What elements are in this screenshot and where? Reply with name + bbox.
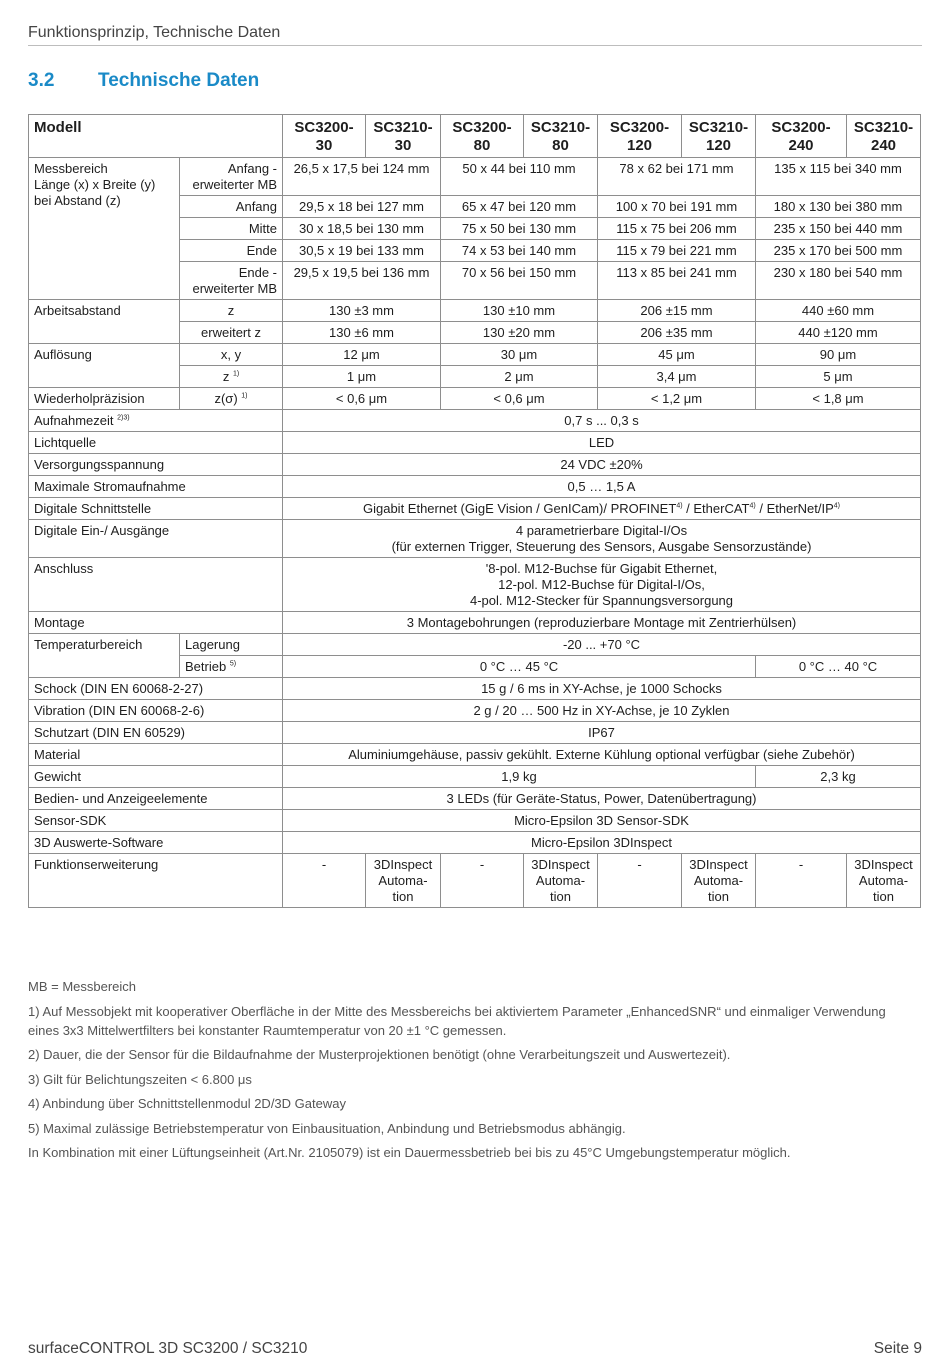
interface-text: / EtherNet/IP bbox=[755, 501, 834, 516]
table-cell: 440 ±120 mm bbox=[756, 322, 921, 344]
table-cell: 30 μm bbox=[441, 344, 598, 366]
row-label-lichtquelle: Lichtquelle bbox=[29, 432, 283, 454]
model-header: SC3200- 30 bbox=[283, 115, 366, 158]
footnote-marker: 1) bbox=[241, 392, 248, 400]
table-row bbox=[29, 810, 921, 832]
table-row bbox=[29, 344, 921, 366]
table-cell: 3DInspect Automa- tion bbox=[682, 854, 756, 908]
table-cell: 235 x 170 bei 500 mm bbox=[756, 240, 921, 262]
table-cell: 130 ±10 mm bbox=[441, 300, 598, 322]
table-cell: 235 x 150 bei 440 mm bbox=[756, 218, 921, 240]
footer-page-number: Seite 9 bbox=[873, 1340, 922, 1357]
table-row bbox=[29, 832, 921, 854]
table-cell: 130 ±6 mm bbox=[283, 322, 441, 344]
header-divider bbox=[28, 45, 922, 46]
table-cell: 100 x 70 bei 191 mm bbox=[598, 196, 756, 218]
table-cell: '8-pol. M12-Buchse für Gigabit Ethernet, 12-pol. M12-Buchse für Digital-I/Os, 4-pol. M12-Stecker für Spannungsversorgung bbox=[283, 558, 921, 612]
model-header: SC3210- 240 bbox=[847, 115, 921, 158]
sublabel-text: Betrieb bbox=[185, 659, 227, 674]
table-row bbox=[29, 766, 921, 788]
footnote: 5) Maximal zulässige Betriebstemperatur von Einbausituation, Anbindung und Betriebsmodus abhängig. bbox=[28, 1120, 626, 1136]
table-cell: 440 ±60 mm bbox=[756, 300, 921, 322]
table-row bbox=[29, 520, 921, 558]
row-sublabel: z bbox=[180, 300, 283, 322]
table-cell: 26,5 x 17,5 bei 124 mm bbox=[283, 158, 441, 196]
table-cell: 206 ±15 mm bbox=[598, 300, 756, 322]
table-cell: 130 ±3 mm bbox=[283, 300, 441, 322]
table-cell: 0,5 … 1,5 A bbox=[283, 476, 921, 498]
table-cell: 15 g / 6 ms in XY-Achse, je 1000 Schocks bbox=[283, 678, 921, 700]
model-header: SC3210- 80 bbox=[524, 115, 598, 158]
table-cell: Aluminiumgehäuse, passiv gekühlt. Externe Kühlung optional verfügbar (siehe Zubehör) bbox=[283, 744, 921, 766]
table-cell: 29,5 x 19,5 bei 136 mm bbox=[283, 262, 441, 300]
footer-product: surfaceCONTROL 3D SC3200 / SC3210 bbox=[28, 1340, 308, 1357]
table-row bbox=[29, 788, 921, 810]
table-cell: 30 x 18,5 bei 130 mm bbox=[283, 218, 441, 240]
table-cell: LED bbox=[283, 432, 921, 454]
table-cell: 206 ±35 mm bbox=[598, 322, 756, 344]
table-cell: 0 °C … 45 °C bbox=[283, 656, 756, 678]
row-label-montage: Montage bbox=[29, 612, 283, 634]
table-cell: - bbox=[756, 854, 847, 908]
table-cell: -20 ... +70 °C bbox=[283, 634, 921, 656]
section-number: 3.2 bbox=[28, 70, 55, 91]
model-header: SC3210- 120 bbox=[682, 115, 756, 158]
sublabel-text: z bbox=[222, 369, 230, 384]
model-header: SC3200- 120 bbox=[598, 115, 682, 158]
table-cell: 230 x 180 bei 540 mm bbox=[756, 262, 921, 300]
table-cell: 113 x 85 bei 241 mm bbox=[598, 262, 756, 300]
table-cell: - bbox=[598, 854, 682, 908]
table-cell bbox=[283, 498, 921, 520]
footnote-marker: 1) bbox=[232, 370, 240, 378]
label-text: Aufnahmezeit bbox=[34, 413, 114, 428]
table-cell: 30,5 x 19 bei 133 mm bbox=[283, 240, 441, 262]
row-label-software: 3D Auswerte-Software bbox=[29, 832, 283, 854]
table-row bbox=[29, 454, 921, 476]
row-label-temperatur: Temperaturbereich bbox=[29, 634, 180, 678]
row-sublabel: x, y bbox=[180, 344, 283, 366]
interface-text: / EtherCAT bbox=[682, 501, 750, 516]
table-cell: 29,5 x 18 bei 127 mm bbox=[283, 196, 441, 218]
table-cell: - bbox=[441, 854, 524, 908]
model-header: SC3210- 30 bbox=[366, 115, 441, 158]
table-row bbox=[29, 854, 921, 908]
footnote: 2) Dauer, die der Sensor für die Bildaufnahme der Musterprojektionen benötigt (ohne Verarbeitungszeit und Auswertezeit). bbox=[28, 1047, 731, 1062]
row-sublabel: Ende - erweiterter MB bbox=[180, 262, 283, 300]
table-cell: 1 μm bbox=[283, 366, 441, 388]
footnote-marker: 4) bbox=[833, 502, 841, 510]
table-cell: 12 μm bbox=[283, 344, 441, 366]
sublabel-text: z(σ) bbox=[214, 391, 238, 406]
row-label-wiederholpraezision: Wiederholpräzision bbox=[29, 388, 180, 410]
row-sublabel: Lagerung bbox=[180, 634, 283, 656]
table-cell: 115 x 79 bei 221 mm bbox=[598, 240, 756, 262]
table-cell: 50 x 44 bei 110 mm bbox=[441, 158, 598, 196]
interface-text: Gigabit Ethernet (GigE Vision / GenICam)/ PROFINET bbox=[362, 501, 677, 516]
table-row-model bbox=[29, 115, 921, 158]
table-row bbox=[29, 432, 921, 454]
table-row bbox=[29, 300, 921, 322]
table-cell: < 0,6 μm bbox=[283, 388, 441, 410]
table-cell: 0 °C … 40 °C bbox=[756, 656, 921, 678]
table-row bbox=[29, 558, 921, 612]
table-cell: 3 Montagebohrungen (reproduzierbare Montage mit Zentrierhülsen) bbox=[283, 612, 921, 634]
table-cell: 70 x 56 bei 150 mm bbox=[441, 262, 598, 300]
footnote: 3) Gilt für Belichtungszeiten < 6.800 μs bbox=[28, 1071, 252, 1087]
table-cell: < 1,8 μm bbox=[756, 388, 921, 410]
model-label: Modell bbox=[29, 115, 283, 158]
row-label-digital-io: Digitale Ein-/ Ausgänge bbox=[29, 520, 283, 558]
row-label-arbeitsabstand: Arbeitsabstand bbox=[29, 300, 180, 344]
row-label-versorgung: Versorgungsspannung bbox=[29, 454, 283, 476]
footnote-marker: 4) bbox=[676, 502, 683, 510]
table-cell: 130 ±20 mm bbox=[441, 322, 598, 344]
footnote-marker: 2)3) bbox=[117, 414, 130, 422]
table-cell: < 1,2 μm bbox=[598, 388, 756, 410]
table-cell: 3DInspect Automa- tion bbox=[366, 854, 441, 908]
row-label-sdk: Sensor-SDK bbox=[29, 810, 283, 832]
table-row bbox=[29, 476, 921, 498]
table-cell: Micro-Epsilon 3DInspect bbox=[283, 832, 921, 854]
row-sublabel: Anfang - erweiterter MB bbox=[180, 158, 283, 196]
table-row bbox=[29, 722, 921, 744]
table-cell: 115 x 75 bei 206 mm bbox=[598, 218, 756, 240]
row-sublabel: Anfang bbox=[180, 196, 283, 218]
table-row bbox=[29, 498, 921, 520]
row-sublabel: erweitert z bbox=[180, 322, 283, 344]
table-cell: 1,9 kg bbox=[283, 766, 756, 788]
footnote: MB = Messbereich bbox=[28, 979, 137, 994]
table-row bbox=[29, 158, 921, 196]
model-header: SC3200- 240 bbox=[756, 115, 847, 158]
row-sublabel: Mitte bbox=[180, 218, 283, 240]
row-label-messbereich: Messbereich Länge (x) x Breite (y) bei Abstand (z) bbox=[29, 158, 180, 300]
table-cell: 3 LEDs (für Geräte-Status, Power, Datenübertragung) bbox=[283, 788, 921, 810]
table-cell: 180 x 130 bei 380 mm bbox=[756, 196, 921, 218]
row-label-funktion: Funktionserweiterung bbox=[29, 854, 283, 908]
table-cell: 45 μm bbox=[598, 344, 756, 366]
table-cell: - bbox=[283, 854, 366, 908]
table-cell: 90 μm bbox=[756, 344, 921, 366]
technical-data-table bbox=[28, 114, 921, 908]
table-row bbox=[29, 612, 921, 634]
row-sublabel bbox=[180, 656, 283, 678]
table-cell: 75 x 50 bei 130 mm bbox=[441, 218, 598, 240]
table-row bbox=[29, 744, 921, 766]
footnote: In Kombination mit einer Lüftungseinheit (Art.Nr. 2105079) ist ein Dauermessbetrieb bei bis zu 45°C Umgebungstemperatur möglich. bbox=[28, 1145, 791, 1160]
row-label-schutzart: Schutzart (DIN EN 60529) bbox=[29, 722, 283, 744]
row-sublabel: Ende bbox=[180, 240, 283, 262]
table-row bbox=[29, 634, 921, 656]
row-label-anschluss: Anschluss bbox=[29, 558, 283, 612]
row-label-schock: Schock (DIN EN 60068-2-27) bbox=[29, 678, 283, 700]
row-label-gewicht: Gewicht bbox=[29, 766, 283, 788]
table-cell: 74 x 53 bei 140 mm bbox=[441, 240, 598, 262]
table-cell: < 0,6 μm bbox=[441, 388, 598, 410]
row-label-strom: Maximale Stromaufnahme bbox=[29, 476, 283, 498]
table-row bbox=[29, 678, 921, 700]
row-label-vibration: Vibration (DIN EN 60068-2-6) bbox=[29, 700, 283, 722]
footnote-marker: 5) bbox=[229, 660, 237, 668]
table-cell: 65 x 47 bei 120 mm bbox=[441, 196, 598, 218]
table-cell: 3,4 μm bbox=[598, 366, 756, 388]
table-cell: 78 x 62 bei 171 mm bbox=[598, 158, 756, 196]
row-sublabel bbox=[180, 388, 283, 410]
table-cell: Micro-Epsilon 3D Sensor-SDK bbox=[283, 810, 921, 832]
table-row bbox=[29, 410, 921, 432]
row-label-material: Material bbox=[29, 744, 283, 766]
table-cell: 4 parametrierbare Digital-I/Os (für externen Trigger, Steuerung des Sensors, Ausgabe Sensorzustände) bbox=[283, 520, 921, 558]
table-cell: 3DInspect Automa- tion bbox=[524, 854, 598, 908]
footnote: 1) Auf Messobjekt mit kooperativer Oberfläche in der Mitte des Messbereichs bei aktiviertem Parameter „EnhancedSNR“ und einmaliger Verwendung eines 3x3 Mittelwertfilters bei konstanter Raumtemperatur von 20 ±1 °C gemessen. bbox=[28, 1003, 886, 1038]
footnote-marker: 4) bbox=[749, 502, 756, 510]
table-cell: 0,7 s ... 0,3 s bbox=[283, 410, 921, 432]
table-cell: 5 μm bbox=[756, 366, 921, 388]
row-label-digitale-schnittstelle: Digitale Schnittstelle bbox=[29, 498, 283, 520]
footnotes bbox=[28, 977, 920, 1168]
table-cell: 2 μm bbox=[441, 366, 598, 388]
row-sublabel bbox=[180, 366, 283, 388]
table-cell: 24 VDC ±20% bbox=[283, 454, 921, 476]
row-label-aufnahmezeit bbox=[29, 410, 283, 432]
section-title: Technische Daten bbox=[98, 70, 260, 91]
table-cell: 3DInspect Automa- tion bbox=[847, 854, 921, 908]
header-title: Funktionsprinzip, Technische Daten bbox=[28, 24, 281, 41]
row-label-aufloesung: Auflösung bbox=[29, 344, 180, 388]
footnote: 4) Anbindung über Schnittstellenmodul 2D/3D Gateway bbox=[28, 1096, 346, 1111]
model-header: SC3200- 80 bbox=[441, 115, 524, 158]
table-cell: 2,3 kg bbox=[756, 766, 921, 788]
table-cell: 2 g / 20 … 500 Hz in XY-Achse, je 10 Zyklen bbox=[283, 700, 921, 722]
table-cell: 135 x 115 bei 340 mm bbox=[756, 158, 921, 196]
row-label-bedien: Bedien- und Anzeigeelemente bbox=[29, 788, 283, 810]
table-cell: IP67 bbox=[283, 722, 921, 744]
table-row bbox=[29, 388, 921, 410]
table-row bbox=[29, 700, 921, 722]
